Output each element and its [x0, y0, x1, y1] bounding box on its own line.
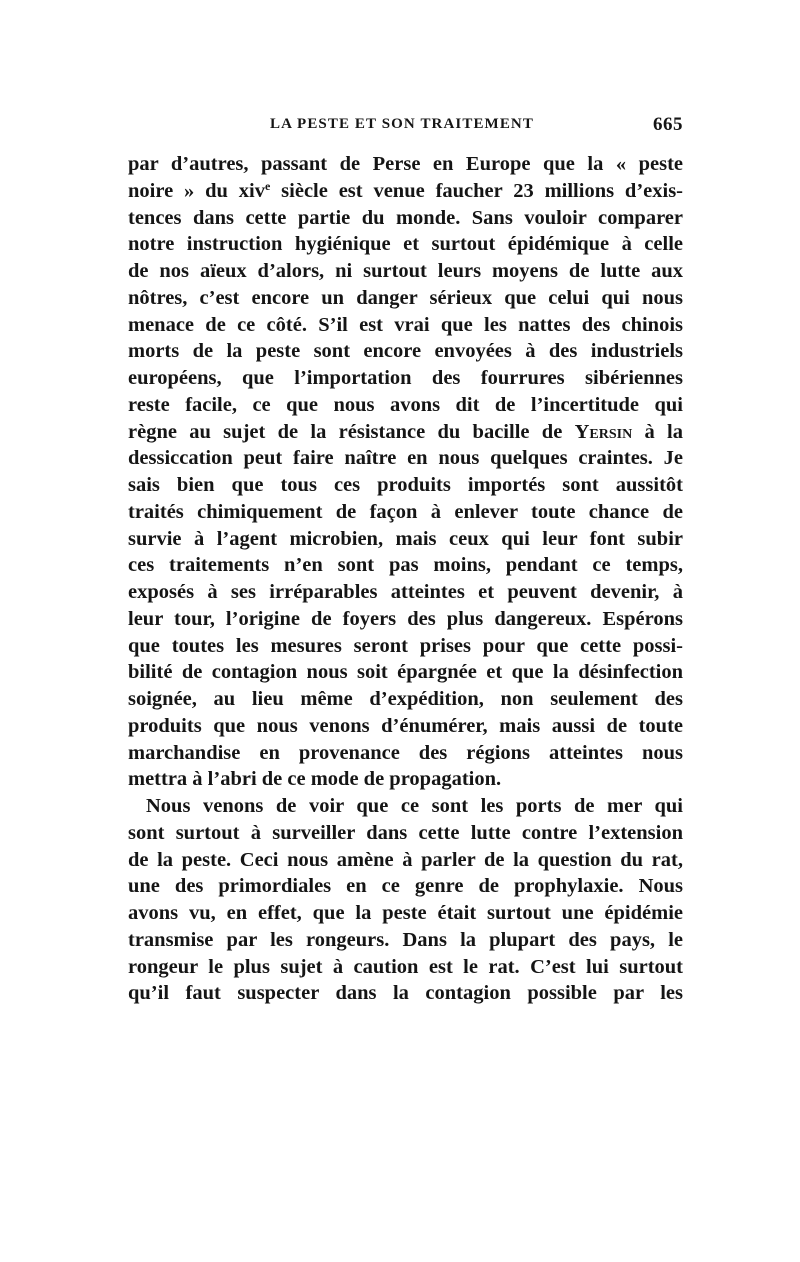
text-line: règne au sujet de la résistance du bacille de Yersin à la	[128, 420, 683, 443]
text-line: leur tour, l’origine de foyers des plus dangereux. Espérons	[128, 607, 683, 630]
page-number: 665	[653, 114, 683, 135]
text-line: morts de la peste sont encore envoyées à des industriels	[128, 340, 683, 363]
text-line: sais bien que tous ces produits importés sont aussitôt	[128, 474, 683, 496]
text-line: produits que nous venons d’énumérer, mais aussi de toute	[128, 714, 683, 737]
text-line: de la peste. Ceci nous amène à parler de la question du rat,	[128, 848, 683, 871]
text-line: transmise par les rongeurs. Dans la plupart des pays, le	[128, 928, 683, 951]
text-line: que toutes les mesures seront prises pour que cette possi-	[128, 634, 683, 657]
text-line: de nos aïeux d’alors, ni surtout leurs moyens de lutte aux	[128, 260, 683, 282]
text-line: sont surtout à surveiller dans cette lutte contre l’extension	[128, 821, 683, 844]
running-title: LA PESTE ET SON TRAITEMENT	[270, 116, 534, 132]
text-line: par d’autres, passant de Perse en Europe que la « peste	[128, 153, 683, 175]
text-line: survie à l’agent microbien, mais ceux qui leur font subir	[128, 527, 683, 550]
text-line: une des primordiales en ce genre de prophylaxie. Nous	[128, 875, 683, 898]
text-line: dessiccation peut faire naître en nous quelques craintes. Je	[128, 447, 683, 470]
text-line: noire » du xiv$^e$ siècle est venue faucher 23 millions d’exis-	[128, 178, 683, 202]
text-line: ces traitements n’en sont pas moins, pendant ce temps,	[128, 554, 683, 577]
text-line: qu’il faut suspecter dans la contagion possible par les	[128, 982, 683, 1005]
body-text	[128, 151, 683, 1007]
text-line: reste facile, ce que nous avons dit de l’incertitude qui	[128, 393, 683, 416]
text-line: européens, que l’importation des fourrures sibériennes	[128, 367, 683, 389]
text-line: menace de ce côté. S’il est vrai que les nattes des chinois	[128, 313, 683, 336]
text-line: avons vu, en effet, que la peste était surtout une épidémie	[128, 902, 683, 924]
text-line: tences dans cette partie du monde. Sans vouloir comparer	[128, 206, 683, 229]
text-line: traités chimiquement de façon à enlever toute chance de	[128, 500, 683, 523]
text-line: exposés à ses irréparables atteintes et peuvent devenir, à	[128, 581, 683, 603]
text-line: rongeur le plus sujet à caution est le rat. C’est lui surtout	[128, 955, 683, 978]
text-line: soignée, au lieu même d’expédition, non seulement des	[128, 688, 683, 710]
text-line: bilité de contagion nous soit épargnée et que la désinfection	[128, 661, 683, 684]
text-line: notre instruction hygiénique et surtout épidémique à celle	[128, 233, 683, 256]
running-header	[128, 116, 683, 138]
text-line: nôtres, c’est encore un danger sérieux que celui qui nous	[128, 286, 683, 309]
text-line: mettra à l’abri de ce mode de propagation.	[128, 768, 502, 791]
text-line: marchandise en provenance des régions atteintes nous	[128, 741, 683, 764]
text-line: Nous venons de voir que ce sont les ports de mer qui	[146, 795, 683, 817]
author-name: Yersin	[574, 420, 633, 443]
superscript: e	[265, 178, 271, 193]
